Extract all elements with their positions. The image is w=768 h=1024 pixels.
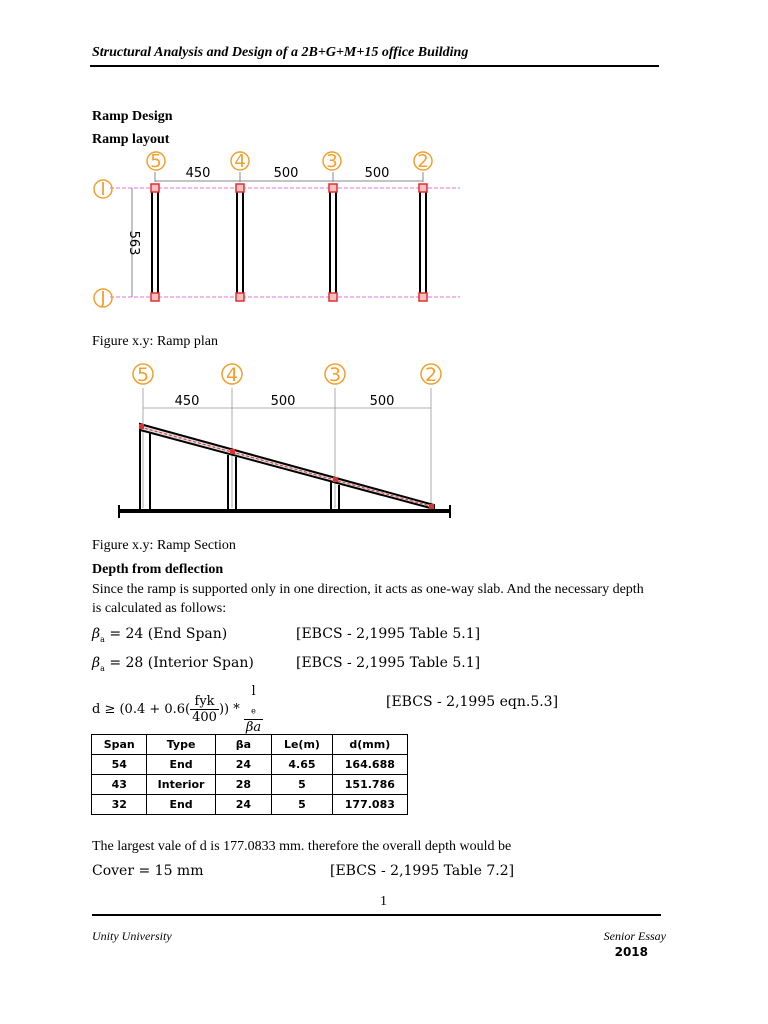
section-axis-label-4: 4 [225,364,239,386]
table-cell: 43 [92,775,147,795]
section-axis-label-3: 3 [328,364,342,386]
table-cell: 28 [215,775,272,795]
depth-table [91,734,408,815]
equation-reference: [EBCS - 2,1995 Table 5.1] [296,655,481,671]
equation-depth [92,684,263,735]
fraction-numerator: fyk [190,694,219,710]
section-axis-label-5: 5 [136,364,150,386]
equation-beta-interior [92,655,254,673]
figure-caption-plan: Figure x.y: Ramp plan [92,334,218,349]
document-header-title: Structural Analysis and Design of a 2B+G+M+15 office Building [92,45,469,60]
section-node [429,504,434,509]
fraction-le-beta [244,684,263,735]
table-cell: 24 [215,795,272,815]
section-span-label: 500 [369,394,395,409]
table-cell: 177.083 [332,795,407,815]
table-cell: 164.688 [332,755,407,775]
axis-label-2: 2 [417,151,429,172]
table-header-cell: βa [215,735,272,755]
table-cell: 24 [215,755,272,775]
section-node [333,477,338,482]
table-header-cell: Type [147,735,215,755]
axis-label-4: 4 [234,151,246,172]
le-sub: e [251,706,256,716]
page-number: 1 [380,894,387,909]
table-cell: End [147,755,215,775]
footer-institution: Unity University [92,929,172,943]
figure-caption-section: Figure x.y: Ramp Section [92,538,236,553]
table-cell: 151.786 [332,775,407,795]
table-cell: End [147,795,215,815]
section-node [230,449,235,454]
beta-symbol: β [92,626,101,642]
support-node [419,184,427,192]
fraction-denominator: 400 [192,709,217,725]
section-span-label: 450 [174,394,200,409]
support-node [151,293,159,301]
conclusion-text: The largest vale of d is 177.0833 mm. therefore the overall depth would be [92,839,512,854]
row-label-I: I [100,179,106,200]
table-cell: 5 [272,775,332,795]
beta-symbol: β [92,655,101,671]
plan-height-label: 563 [126,230,141,256]
ramp-beam-3 [330,188,336,297]
heading-ramp-design: Ramp Design [92,109,173,124]
fraction-numerator [244,684,263,720]
cover-reference: [EBCS - 2,1995 Table 7.2] [330,863,515,879]
support-node [151,184,159,192]
equation-reference: [EBCS - 2,1995 Table 5.1] [296,626,481,642]
heading-ramp-layout: Ramp layout [92,132,170,147]
beta-subscript: a [100,663,105,673]
footer-year: 2018 [614,945,648,959]
table-row [92,795,408,815]
equation-value: = 28 (Interior Span) [109,655,254,671]
table-cell: 54 [92,755,147,775]
section-node [139,424,144,429]
support-node [329,293,337,301]
axis-label-3: 3 [326,151,338,172]
ramp-plan-figure [90,148,470,318]
equation-reference: [EBCS - 2,1995 eqn.5.3] [386,694,559,710]
support-node [329,184,337,192]
fraction-denominator: βa [245,719,262,735]
table-cell: 4.65 [272,755,332,775]
table-cell: 32 [92,795,147,815]
support-node [236,293,244,301]
table-header-cell: Le(m) [272,735,332,755]
row-label-J: J [100,288,106,309]
plan-span-label: 450 [185,166,211,181]
intro-line-2: is calculated as follows: [92,601,227,616]
table-cell: 5 [272,795,332,815]
le-main: l [251,684,256,699]
equation-prefix: d ≥ (0.4 + 0.6( [92,701,191,717]
cover-equation: Cover = 15 mm [92,863,204,879]
ramp-beam-5 [152,188,158,297]
axis-label-5: 5 [150,151,162,172]
table-header-cell: d(mm) [332,735,407,755]
heading-depth-from-deflection: Depth from deflection [92,562,224,577]
support-node [236,184,244,192]
table-row [92,775,408,795]
equation-beta-end [92,626,227,644]
table-cell: Interior [147,775,215,795]
support-node [419,293,427,301]
section-span-label: 500 [270,394,296,409]
table-row [92,755,408,775]
equation-mid: )) * [218,701,240,717]
fraction-fyk [190,694,219,725]
plan-span-label: 500 [273,166,299,181]
plan-span-label: 500 [364,166,390,181]
table-header-cell: Span [92,735,147,755]
intro-line-1: Since the ramp is supported only in one direction, it acts as one-way slab. And the necessary depth [92,582,644,597]
ramp-section-figure [114,360,459,525]
footer-document-type: Senior Essay [603,929,666,943]
ramp-beam-4 [237,188,243,297]
beta-subscript: a [100,634,105,644]
equation-value: = 24 (End Span) [109,626,228,642]
header-rule [90,65,659,67]
section-axis-label-2: 2 [424,364,438,386]
footer-rule [92,914,661,916]
table-header-row [92,735,408,755]
ramp-beam-2 [420,188,426,297]
